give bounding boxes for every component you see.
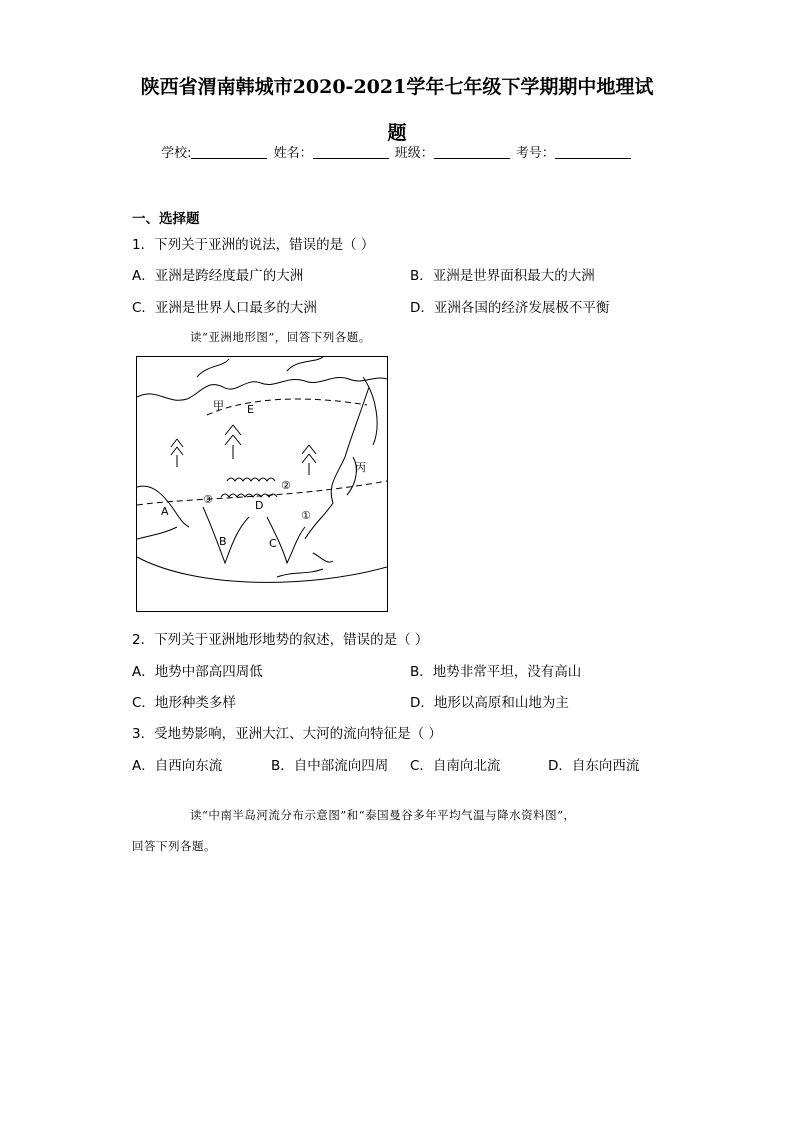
question-1-option-a: A．亚洲是跨经度最广的大洲 bbox=[132, 268, 304, 284]
map-label-e: E bbox=[247, 403, 254, 416]
map-label-3: ③ bbox=[203, 493, 213, 506]
question-2-option-b: B．地势非常平坦，没有高山 bbox=[410, 664, 582, 680]
section-heading: 一、选择题 bbox=[132, 211, 200, 227]
question-3-option-a: A．自西向东流 bbox=[132, 758, 223, 774]
name-label: 姓名： bbox=[273, 146, 313, 161]
question-3-option-b: B．自中部流向四周 bbox=[271, 758, 389, 774]
map-label-a: A bbox=[161, 505, 169, 518]
school-blank bbox=[191, 144, 267, 159]
map-label-jia: 甲 bbox=[213, 399, 224, 412]
question-2-stem: 2．下列关于亚洲地形地势的叙述，错误的是（ ） bbox=[132, 632, 429, 648]
reading-note-2-line-1: 读“中南半岛河流分布示意图”和“泰国曼谷多年平均气温与降水资料图”， bbox=[190, 808, 576, 822]
question-1-option-d: D．亚洲各国的经济发展极不平衡 bbox=[410, 300, 610, 316]
map-reading-note: 读“亚洲地形图”，回答下列各题。 bbox=[190, 330, 371, 344]
question-1-stem: 1．下列关于亚洲的说法，错误的是（ ） bbox=[132, 237, 375, 253]
question-1-option-b: B．亚洲是世界面积最大的大洲 bbox=[410, 268, 595, 284]
student-info-row bbox=[0, 144, 794, 164]
map-label-1: ① bbox=[301, 509, 311, 522]
map-label-2: ② bbox=[281, 479, 291, 492]
question-2-option-c: C．地形种类多样 bbox=[132, 695, 236, 711]
question-2-option-d: D．地形以高原和山地为主 bbox=[410, 695, 569, 711]
map-label-b: B bbox=[219, 535, 227, 548]
question-3-option-c: C．自南向北流 bbox=[410, 758, 501, 774]
class-blank bbox=[434, 144, 510, 159]
question-3-stem: 3．受地势影响，亚洲大江、大河的流向特征是（ ） bbox=[132, 726, 442, 742]
class-label: 班级： bbox=[394, 146, 434, 161]
map-label-c: C bbox=[269, 537, 277, 550]
number-blank bbox=[555, 144, 631, 159]
title-line-2: 题 bbox=[387, 122, 407, 144]
question-2-option-a: A．地势中部高四周低 bbox=[132, 664, 263, 680]
asia-terrain-map bbox=[136, 356, 388, 612]
exam-title bbox=[120, 64, 674, 156]
school-label: 学校: bbox=[161, 146, 192, 161]
map-label-d: D bbox=[255, 499, 264, 512]
reading-note-2-line-2: 回答下列各题。 bbox=[132, 839, 216, 853]
name-blank bbox=[313, 144, 389, 159]
title-line-1: 陕西省渭南韩城市2020-2021学年七年级下学期期中地理试 bbox=[140, 76, 654, 98]
map-label-bing: 丙 bbox=[355, 461, 366, 474]
question-3-option-d: D．自东向西流 bbox=[548, 758, 640, 774]
question-1-option-c: C．亚洲是世界人口最多的大洲 bbox=[132, 300, 317, 316]
number-label: 考号： bbox=[515, 146, 555, 161]
